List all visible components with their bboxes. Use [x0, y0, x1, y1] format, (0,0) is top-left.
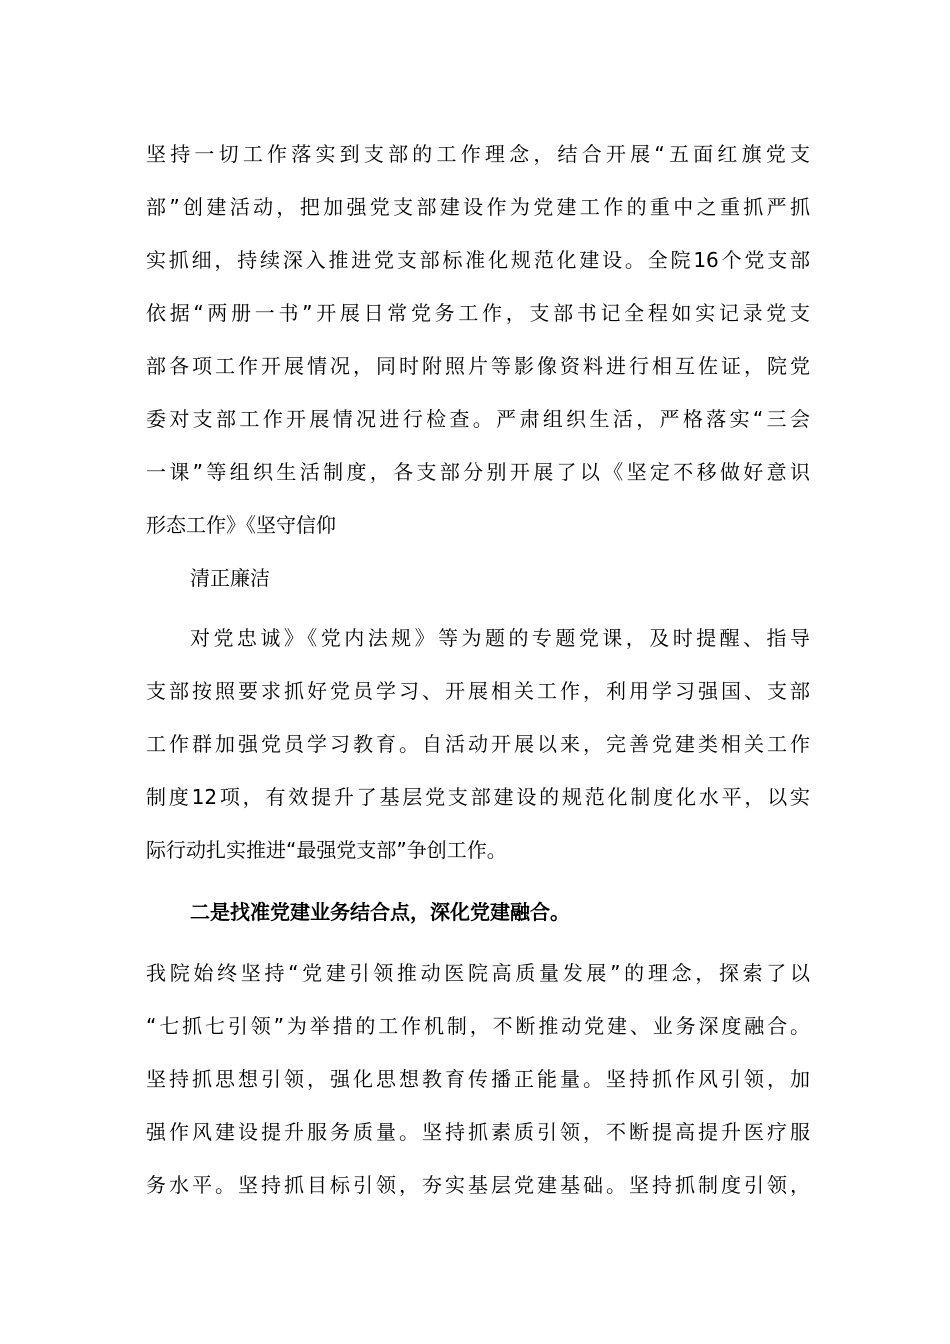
text-line: 依据“两册一书”开展日常党务工作，支部书记全程如实记录党支 [146, 301, 810, 325]
text-line: 部各项工作开展情况，同时附照片等影像资料进行相互佐证，院党 [146, 354, 810, 378]
text-line: 支部按照要求抓好党员学习、开展相关工作，利用学习强国、支部 [146, 679, 810, 703]
text-line: 我院始终坚持“党建引领推动医院高质量发展”的理念，探索了以 [146, 961, 810, 985]
section-heading: 二是找准党建业务结合点，深化党建融合。 [190, 900, 570, 924]
document-body [146, 128, 810, 1212]
text-line: 部”创建活动，把加强党支部建设作为党建工作的重中之重抓严抓 [146, 195, 810, 219]
text-line: 坚持一切工作落实到支部的工作理念，结合开展“五面红旗党支 [146, 142, 810, 166]
text-line: 实抓细，持续深入推进党支部标准化规范化建设。全院16个党支部 [146, 248, 810, 272]
paragraph-party-branch-building [146, 128, 810, 552]
inline-heading-integrity: 清正廉洁 [190, 566, 270, 590]
text-line: 委对支部工作开展情况进行检查。严肃组织生活，严格落实“三会 [146, 407, 810, 431]
paragraph-spacer [146, 605, 810, 612]
paragraph-party-lessons [146, 612, 810, 877]
text-line: 务水平。坚持抓目标引领，夯实基层党建基础。坚持抓制度引领， [146, 1173, 810, 1197]
text-line: “七抓七引领”为举措的工作机制，不断推动党建、业务深度融合。 [146, 1014, 810, 1038]
paragraph-integration-mechanism [146, 947, 810, 1212]
text-line: 对党忠诚》《党内法规》等为题的专题党课，及时提醒、指导 [190, 626, 810, 650]
text-line: 强作风建设提升服务质量。坚持抓素质引领，不断提高提升医疗服 [146, 1120, 810, 1144]
text-line: 制度12项，有效提升了基层党支部建设的规范化制度化水平，以实 [146, 785, 810, 809]
text-line: 际行动扎实推进“最强党支部”争创工作。 [146, 838, 507, 862]
text-line: 一课”等组织生活制度，各支部分别开展了以《坚定不移做好意识 [146, 460, 810, 484]
text-line: 形态工作》《坚守信仰 [146, 513, 336, 537]
paragraph-spacer [146, 939, 810, 947]
paragraph-spacer [146, 877, 810, 886]
text-line: 坚持抓思想引领，强化思想教育传播正能量。坚持抓作风引领，加 [146, 1067, 810, 1091]
text-line: 工作群加强党员学习教育。自活动开展以来，完善党建类相关工作 [146, 732, 810, 756]
